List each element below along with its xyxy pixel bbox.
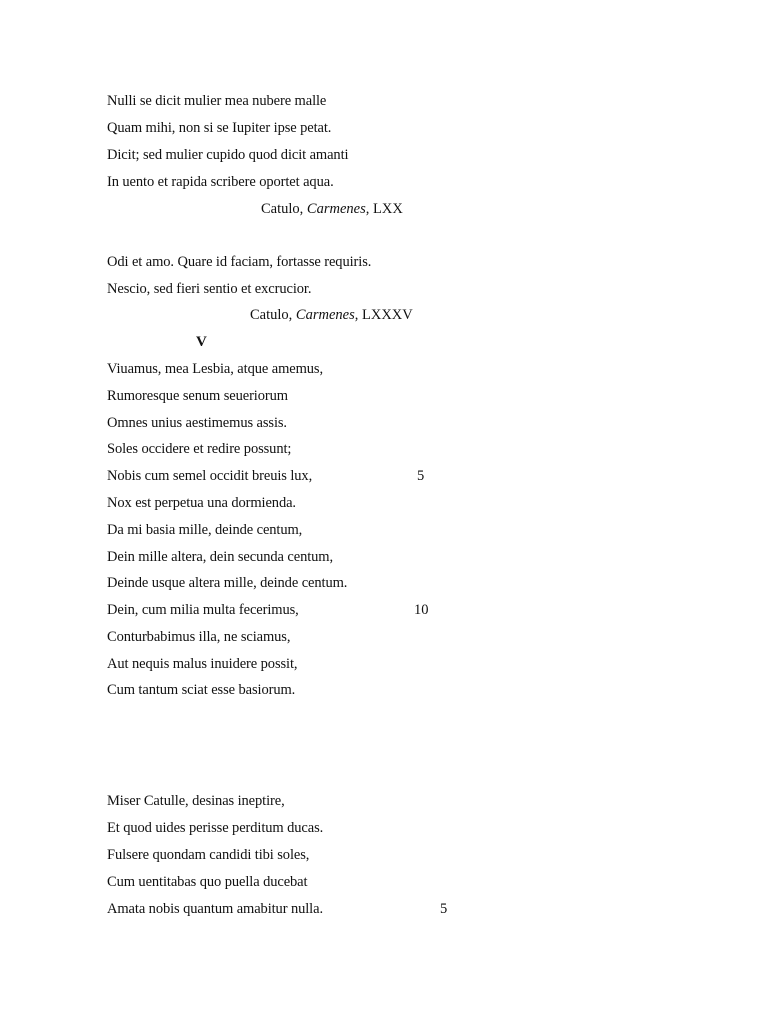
poem-5-heading: V: [196, 334, 207, 350]
poem-70-line-3: Dicit; sed mulier cupido quod dicit amanti: [107, 147, 349, 163]
poem-8-line-5: Amata nobis quantum amabitur nulla.: [107, 901, 323, 917]
poem-5-line-6: Nox est perpetua una dormienda.: [107, 495, 296, 511]
poem-8-line-1: Miser Catulle, desinas ineptire,: [107, 793, 285, 809]
poem-85-attribution: [250, 306, 413, 324]
poem-5-line-8: Dein mille altera, dein secunda centum,: [107, 549, 333, 565]
line-number: 5: [440, 901, 448, 917]
poem-70-line-1: Nulli se dicit mulier mea nubere malle: [107, 93, 327, 109]
poem-70-line-2: Quam mihi, non si se Iupiter ipse petat.: [107, 120, 332, 136]
poem-5-line-11: Conturbabimus illa, ne sciamus,: [107, 629, 291, 645]
poem-5-line-3: Omnes unius aestimemus assis.: [107, 415, 287, 431]
poem-5-line-2: Rumoresque senum seueriorum: [107, 388, 288, 404]
poem-5-line-9: Deinde usque altera mille, deinde centum.: [107, 575, 348, 591]
line-number: 5: [417, 468, 425, 484]
poem-85-line-2: Nescio, sed fieri sentio et excrucior.: [107, 281, 312, 297]
attribution-number: , LXX: [365, 201, 403, 217]
poem-5-line-1: Viuamus, mea Lesbia, atque amemus,: [107, 361, 323, 377]
poem-85-line-1: Odi et amo. Quare id faciam, fortasse requiris.: [107, 254, 372, 270]
attribution-work: Carmenes: [295, 307, 355, 323]
attribution-number: , LXXXV: [354, 307, 413, 323]
attribution-author: Catulo,: [261, 201, 304, 217]
poem-70-line-4: In uento et rapida scribere oportet aqua.: [107, 174, 334, 190]
poem-5-line-5: Nobis cum semel occidit breuis lux,: [107, 468, 313, 484]
poem-5-line-12: Aut nequis malus inuidere possit,: [107, 656, 298, 672]
poem-5-line-13: Cum tantum sciat esse basiorum.: [107, 682, 296, 698]
attribution-author: Catulo,: [250, 307, 293, 323]
poem-5-line-4: Soles occidere et redire possunt;: [107, 441, 292, 457]
poem-70-attribution: [261, 200, 403, 218]
poem-8-line-2: Et quod uides perisse perditum ducas.: [107, 820, 324, 836]
attribution-work: Carmenes: [306, 201, 366, 217]
poem-5-line-10: Dein, cum milia multa fecerimus,: [107, 602, 299, 618]
poem-8-line-4: Cum uentitabas quo puella ducebat: [107, 874, 308, 890]
poem-5-line-7: Da mi basia mille, deinde centum,: [107, 522, 303, 538]
line-number: 10: [414, 602, 429, 618]
poem-8-line-3: Fulsere quondam candidi tibi soles,: [107, 847, 310, 863]
